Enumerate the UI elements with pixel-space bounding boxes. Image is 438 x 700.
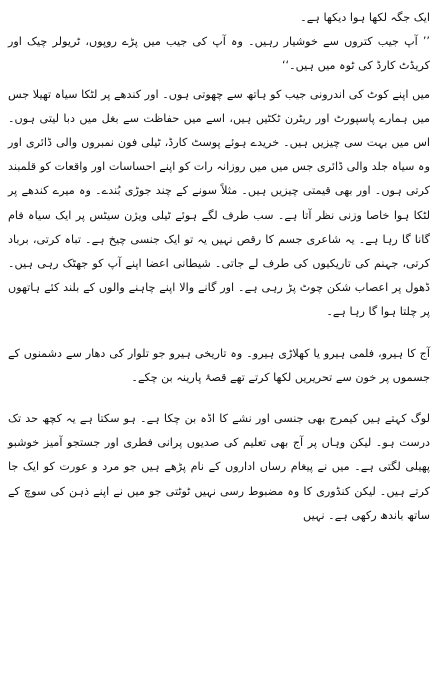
intro-line: ایک جگہ لکھا ہوا دیکھا ہے۔ [300, 11, 430, 24]
warning-quote: ’’ آپ جیب کتروں سے خوشیار رہیں۔ وہ آپ کی جیب میں پڑے روپوں، ٹریولر چیک اور کریڈٹ کارڈ کی ٹوہ میں ہیں۔‘‘ [8, 35, 430, 73]
paragraph-cambridge: لوگ کہتے ہیں کیمرج بھی جنسی اور نشے کا اڈہ بن چکا ہے۔ ہو سکتا ہے یہ کچھ حد تک درست ہو۔ لیکن وہاں پر آج بھی تعلیم کی صدیوں پرانی فطری اور جستجو آمیز خوشبو پھیلی لگتی ہے۔ میں نے پیغام رساں اداروں کے نام پڑھے ہیں جو مرد و عورت کو ایک جا کرتے ہیں۔ لیکن کنڈوری کا وہ مضبوط رسی نہیں ٹوٹتی جو میں نے اپنے ذہن کی سوچ کے ساتھ باندھ رکھی ہے۔ نہیں [8, 412, 430, 522]
paragraph-spacer [8, 390, 430, 407]
paragraph-spacer [8, 325, 430, 342]
paragraph-bag-contents: میں اپنے کوٹ کی اندرونی جیب کو ہاتھ سے چھوتی ہوں۔ اور کندھے پر لٹکا سیاہ تھیلا جس میں ہمارے پاسپورٹ اور ریٹرن ٹکٹیں ہیں، اسے میں حفاظت سے بغل میں دبا لیتی ہوں۔ اس میں بہت سی چیزیں ہیں۔ خریدے ہوئے پوسٹ کارڈ، ٹیلی فون نمبروں والی ڈائری اور وہ سیاہ جلد والی ڈائری جس میں میں روزانہ رات کو اپنے احساسات اور واقعات کو قلمبند کرتی ہوں۔ اور بھی قیمتی چیزیں ہیں۔ مثلاً سونے کے چند جوڑی بُندے۔ وہ میرے کندھے پر لٹکا ہوا خاصا وزنی نظر آتا ہے۔ سب طرف لگے ہوئے ٹیلی ویژن سیٹس پر ایک سیاہ فام گانا گا رہا ہے۔ یہ شاعری جسم کا رقص نہیں یہ تو ایک جنسی چیخ ہے۔ تباہ کرتی، برباد کرتی، جہنم کی تاریکیوں کی طرف لے جاتی۔ شیطانی اعضا اپنے آپ کو جھٹک رہی ہیں۔ ڈھول پر اعصاب شکن چوٹ پڑ رہی ہے۔ اور گانے والا اپنے چاہنے والوں کے بلند کئے ہاتھوں پر چلتا ہوا گا رہا ہے۔ [8, 87, 430, 319]
paragraph-hero: آج کا ہیرو، فلمی ہیرو یا کھلاڑی ہیرو۔ وہ تاریخی ہیرو جو تلوار کی دھار سے دشمنوں کے جسموں پر خون سے تحریریں لکھا کرتے تھے قصۂ پارینہ بن چکے۔ [8, 346, 430, 384]
